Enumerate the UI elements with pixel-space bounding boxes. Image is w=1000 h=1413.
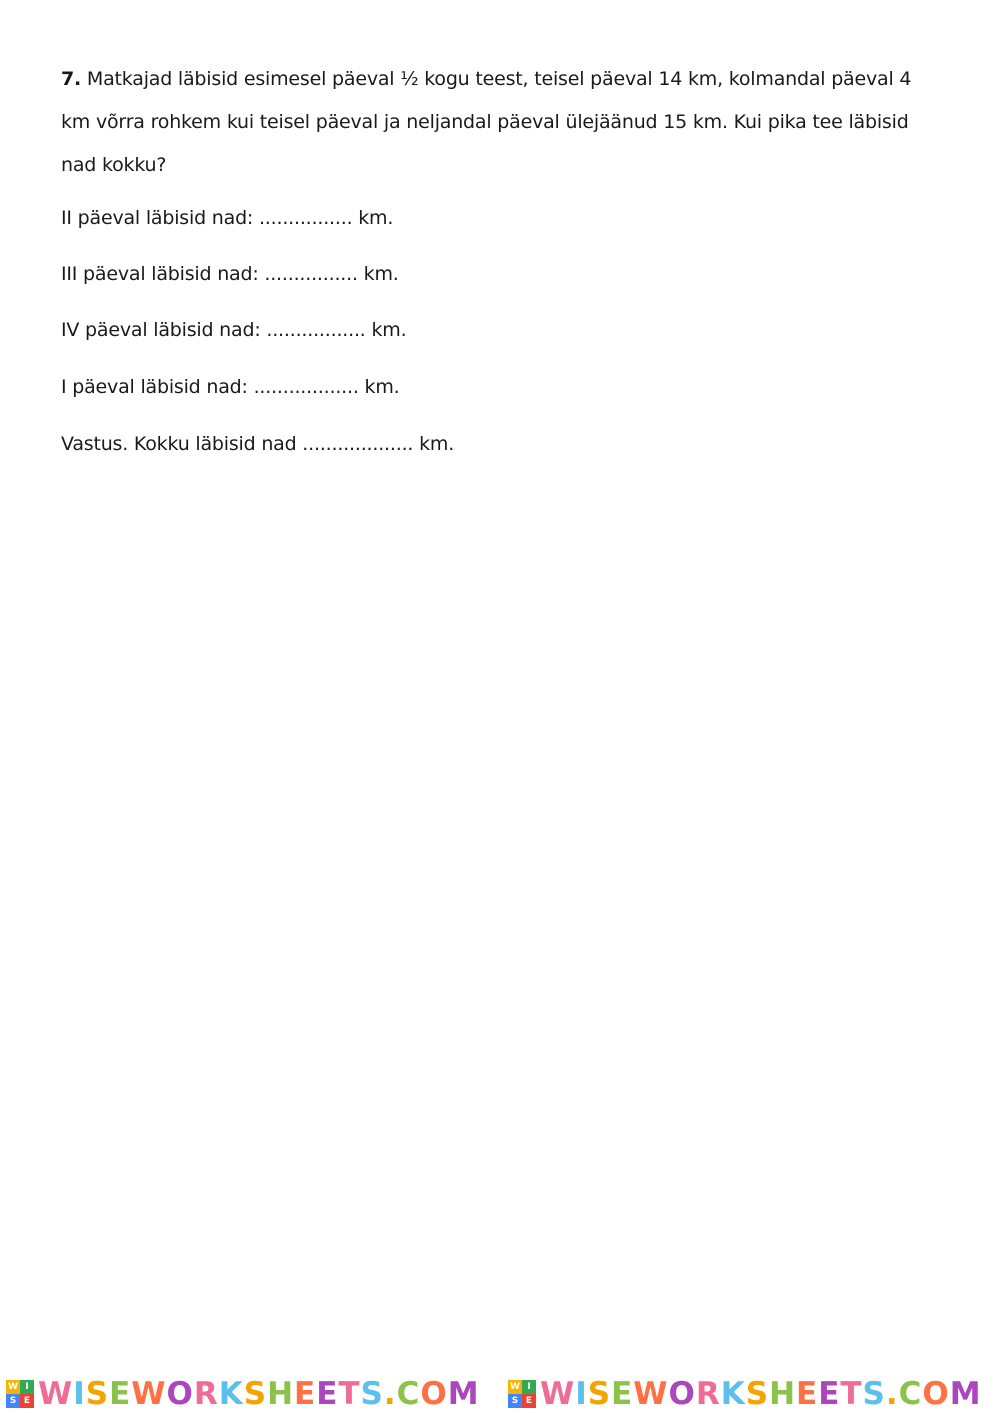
brand-letter: S — [745, 1376, 770, 1412]
answer-line-day-1: I päeval läbisid nad: .................. km. — [61, 376, 400, 398]
wise-logo-icon: W I S E — [508, 1380, 536, 1408]
brand-letter: C — [898, 1376, 923, 1412]
brand-letter: . — [383, 1376, 397, 1412]
task-text: Matkajad läbisid esimesel päeval ½ kogu teest, teisel päeval 14 km, kolmandal päeval 4 km võrra rohkem kui teisel päeval ja neljandal päeval ülejäänud 15 km. Kui pika tee läbisid nad kokku? — [61, 68, 912, 176]
wise-logo-icon: W I S E — [6, 1380, 34, 1408]
brand-letter: W — [131, 1376, 167, 1412]
task-number: 7. — [61, 68, 82, 90]
brand-text — [540, 1376, 982, 1412]
brand-letter: O — [166, 1376, 194, 1412]
brand-letter: I — [73, 1376, 86, 1412]
brand-letter: O — [420, 1376, 448, 1412]
brand-left — [0, 1376, 498, 1412]
brand-letter: E — [316, 1376, 339, 1412]
brand-letter: E — [818, 1376, 841, 1412]
brand-letter: T — [338, 1376, 361, 1412]
brand-letter: E — [294, 1376, 317, 1412]
brand-letter: R — [695, 1376, 721, 1412]
brand-letter: W — [38, 1376, 74, 1412]
brand-letter: W — [633, 1376, 669, 1412]
brand-letter: S — [243, 1376, 268, 1412]
brand-letter: M — [447, 1376, 480, 1412]
brand-letter: S — [862, 1376, 886, 1412]
task-paragraph — [61, 58, 936, 187]
brand-letter: O — [922, 1376, 950, 1412]
brand-letter: C — [396, 1376, 421, 1412]
brand-letter: E — [611, 1376, 634, 1412]
brand-letter: S — [85, 1376, 110, 1412]
brand-letter: M — [949, 1376, 982, 1412]
answer-line-day-2: II päeval läbisid nad: ................ km. — [61, 207, 394, 229]
brand-letter: H — [769, 1376, 797, 1412]
brand-letter: I — [575, 1376, 588, 1412]
brand-letter: R — [193, 1376, 219, 1412]
brand-letter: E — [109, 1376, 132, 1412]
brand-letter: T — [840, 1376, 863, 1412]
brand-letter: . — [885, 1376, 899, 1412]
brand-letter: S — [360, 1376, 384, 1412]
brand-right — [502, 1376, 1000, 1412]
brand-letter: W — [540, 1376, 576, 1412]
brand-letter: K — [218, 1376, 244, 1412]
answer-line-day-4: IV päeval läbisid nad: ................. km. — [61, 319, 407, 341]
brand-letter: S — [587, 1376, 612, 1412]
brand-letter: K — [720, 1376, 746, 1412]
brand-text — [38, 1376, 480, 1412]
brand-letter: E — [796, 1376, 819, 1412]
brand-letter: H — [267, 1376, 295, 1412]
brand-letter: O — [668, 1376, 696, 1412]
footer-watermark — [0, 1376, 1000, 1412]
answer-line-day-3: III päeval läbisid nad: ................ km. — [61, 263, 399, 285]
answer-line-total: Vastus. Kokku läbisid nad ................... km. — [61, 433, 455, 455]
